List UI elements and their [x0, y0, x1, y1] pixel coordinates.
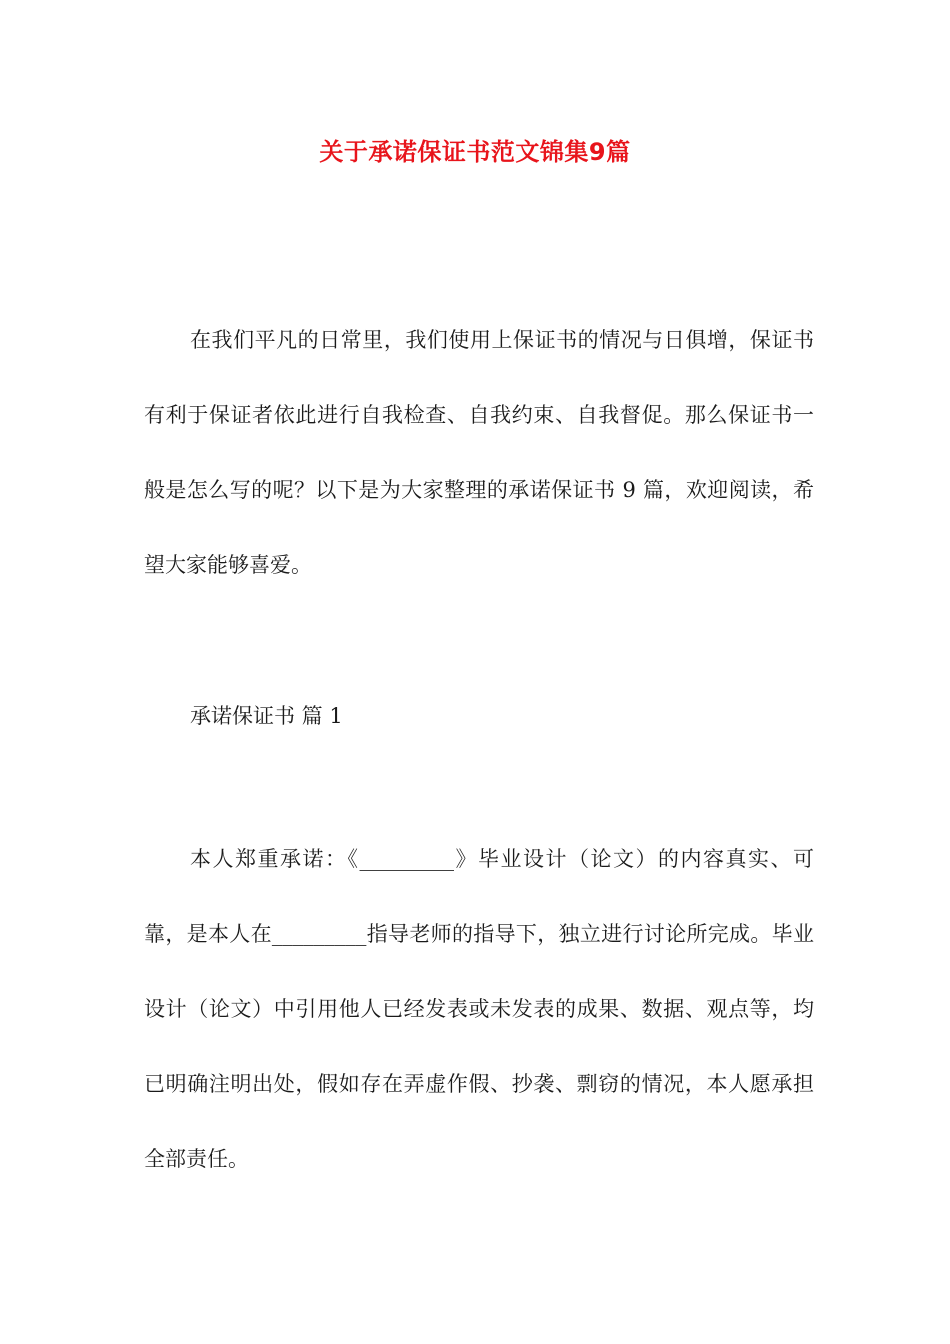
document-title: 关于承诺保证书范文锦集9篇 [319, 138, 631, 166]
section-heading: 承诺保证书 篇 1 [190, 704, 343, 728]
section-body-paragraph: 本人郑重承诺：《_________》毕业设计（论文）的内容真实、可靠，是本人在_________指导老师的指导下，独立进行讨论所完成。毕业设计（论文）中引用他人已经发表或未发表的成果、数据、观点等，均已明确注明出处，假如存在弄虚作假、抄袭、剽窃的情况，本人愿承担全部责任。 [144, 847, 814, 1171]
intro-paragraph: 在我们平凡的日常里，我们使用上保证书的情况与日俱增，保证书有利于保证者依此进行自我检查、自我约束、自我督促。那么保证书一般是怎么写的呢？以下是为大家整理的承诺保证书 9 篇，欢迎阅读，希望大家能够喜爱。 [144, 328, 814, 577]
